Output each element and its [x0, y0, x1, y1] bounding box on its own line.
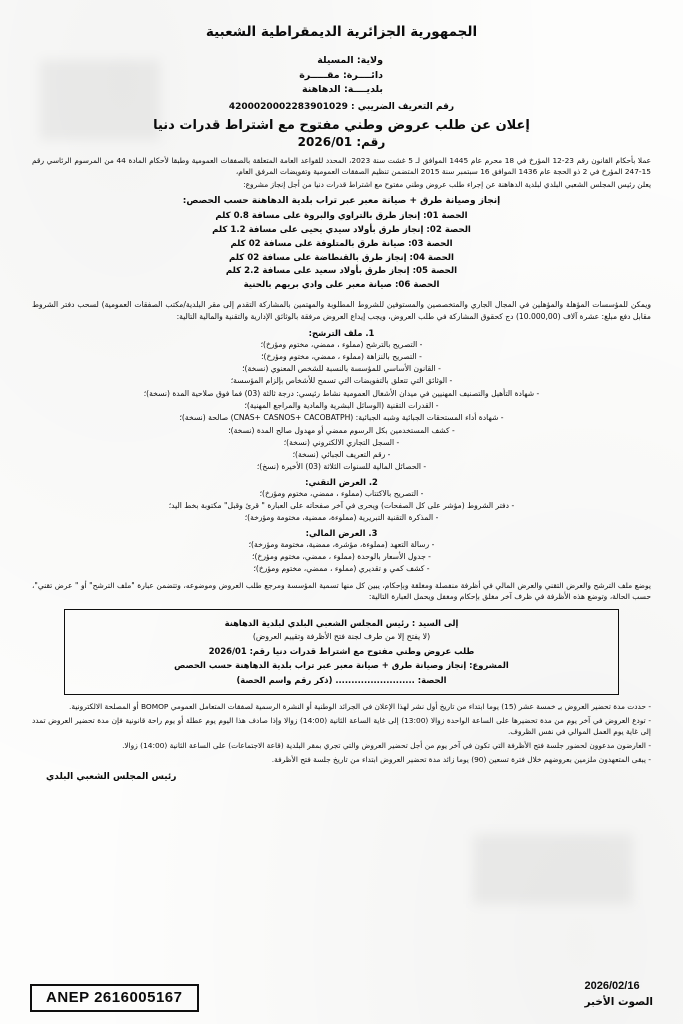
list-item: - شهادة التأهيل والتصنيف المهنيين في ميدان الأشغال العمومية نشاط رئيسي: درجة ثالثة (03) فما فوق صلاحية المدة (نسخة)؛ — [143, 388, 540, 398]
list-item: - الوثائق التي تتعلق بالتفويضات التي تسمح للأشخاص بإلزام المؤسسة؛ — [230, 376, 453, 386]
deadline-note: - حددت مدة تحضير العروض بـِ خمسة عشر (15) يوما ابتداء من تاريخ أول نشر لهذا الإعلان في الجرائد الوطنية أو النشرة الرسمية لصفقات المتعامل العمومي BOMOP أو المصلحة الالكترونية. — [69, 702, 651, 712]
list-item: - التصريح بالنزاهة (مملوء ، ممضي، مختوم ومؤرخ)؛ — [261, 351, 422, 361]
lot-item: الحصة 04: إنجاز طرق بالقنطاضة على مسافة 02 كلم — [229, 252, 454, 263]
announcement-title: إعلان عن طلب عروض وطني مفتوح مع اشتراط قدرات دنيا — [153, 118, 530, 134]
legal-reference-paragraph-2: يعلن رئيس المجلس الشعبي البلدي لبلدية الدهاهنة عن إجراء طلب عروض وطني مفتوح مع اشتراط قدرات دنيا من أجل إنجاز مشروع: — [243, 180, 651, 190]
baladia-line: بلديــــة: الدهاهنة — [301, 84, 383, 96]
deadline-notes — [30, 701, 653, 766]
deadline-note: - العارضون مدعوون لحضور جلسة فتح الأظرفة التي تكون في آخر يوم من أجل تحضير العروض والتي تجري بمقر البلدية (قاعة الاجتماعات) على الساعة الثانية (14:00) زوالا. — [122, 741, 651, 751]
envelope-line-lot: الحصة: ......................... (ذكر رقم واسم الحصة) — [236, 674, 447, 685]
lot-item: الحصة 01: إنجاز طرق بالتراوي والبروة على مسافة 0.8 كلم — [215, 211, 468, 222]
list-item: - التصريح بالاكتتاب (مملوء ، ممضي، مختوم ومؤرخ)؛ — [259, 488, 424, 498]
lot-item: الحصة 05: إنجاز طرق بأولاد سعيد على مسافة 2.2 كلم — [225, 266, 458, 277]
section-technical-offer — [30, 477, 653, 525]
section-title: 2. العرض التقني: — [305, 476, 378, 487]
project-subject: إنجاز وصيانة طرق + صيانة معبر عبر تراب بلدية الدهاهنة حسب الحصص: — [182, 196, 501, 207]
footer-publication — [585, 979, 653, 1010]
list-item: - القانون الأساسي للمؤسسة بالنسبة للشخص المعنوي (نسخة)؛ — [242, 364, 441, 374]
announcement-number: رقم: 2026/01 — [297, 135, 386, 150]
list-item: - القدرات التقنية (الوسائل البشرية والمادية والمراجع المهنية)؛ — [244, 401, 439, 410]
section-title: 3. العرض المالي: — [305, 527, 378, 538]
anep-reference: ANEP 2616005167 — [30, 984, 199, 1012]
document-footer — [30, 979, 653, 1012]
list-item: - رسالة التعهد (مملوءة، مؤشرة، ممضية، مختومة ومؤرخة)؛ — [248, 539, 435, 549]
tax-identification-number: رقم التعريف الضريبي : 4200020002283901029 — [228, 102, 455, 113]
envelope-line-warning: (لا يفتح إلا من طرف لجنة فتح الأظرفة وتقييم العروض) — [252, 632, 431, 642]
lots-list — [30, 210, 653, 293]
list-item: - الحصائل المالية للسنوات الثلاثة (03) الأخيرة (نسخ)؛ — [256, 462, 427, 472]
envelope-line-project: المشروع: إنجاز وصيانة طرق + صيانة معبر عبر تراب بلدية الدهاهنة حسب الحصص — [174, 660, 509, 671]
list-item: - التصريح بالترشح (مملوء ، ممضي، مختوم ومؤرخ)؛ — [260, 339, 423, 349]
envelope-label-box — [64, 609, 619, 695]
signature-line: رئيس المجلس الشعبي البلدي — [46, 771, 177, 782]
document-list — [30, 539, 653, 576]
list-item: - كشف كمي و تقديري (مملوء ، ممضي، مختوم ومؤرخ)؛ — [253, 564, 430, 574]
page-title: الجمهورية الجزائرية الديمقراطية الشعبية — [205, 24, 478, 40]
document-list — [30, 339, 653, 474]
deadline-note: - يبقى المتعهدون ملزمين بعروضهم خلال فترة تسعين (90) يوما زائد مدة تحضير العروض ابتداء من تاريخ جلسة فتح الأظرفة. — [271, 755, 651, 765]
wilaya-line: ولاية: المسيلة — [317, 55, 383, 66]
list-item: - المذكرة التقنية التبريرية (مملوءة، ممضية، مختومة ومؤرخة)؛ — [244, 513, 439, 523]
participation-conditions-paragraph: ويمكن للمؤسسات المؤهلة والمؤهلين في المجال الجاري والمتخصصين والمستوفين للشروط المطلوبة والمهتمين بالمشاركة التقدم إلى مقر البلدية/مكتب الصفقات العمومية) لسحب دفتر الشروط مقابل دفع مبلغ: عشرة آلاف (10.000,00) دج كحقوق المشاركة في طلب العروض، ويجب إيداع العروض مرفقة بالوثائق الإدارية والتقنية والمالية التالية: — [32, 299, 651, 321]
envelope-instructions: يوضع ملف الترشح والعرض التقني والعرض المالي في أظرفة منفصلة ومغلقة وبإحكام، يبين كل منها تسمية المؤسسة ومرجع طلب العروض وموضوعه، وتتضمن عبارة "ملف الترشح" أو " عرض تقني"، حسب الحالة، وتوضع هذه الأظرفة في ظرف آخر مغلق بإحكام ومغفل ويحمل العبارة التالية: — [32, 580, 651, 602]
legal-reference-paragraph-1: عملا بأحكام القانون رقم 23-12 المؤرخ في 18 محرم عام 1445 الموافق لـ 5 غشت سنة 2023، المحدد للقواعد العامة المتعلقة بالصفقات العمومية وطبقا لأحكام المادة 44 من المرسوم الرئاسي رقم 15-247 المؤرخ في 2 ذو الحجة عام 1436 الموافق 16 سبتمبر سنة 2015 المتضمن تنظيم الصفقات العمومية وتفويضات المرفق العام، — [32, 156, 652, 177]
daira-line: دائــــرة: مقـــــرة — [299, 69, 383, 81]
list-item: - كشف المستخدمين بكل الرسوم ممضي أو مهدول صالح المدة (نسخة)؛ — [228, 425, 455, 435]
envelope-line-addressee: إلى السيد : رئيس المجلس الشعبي البلدي لبلدية الدهاهنة — [224, 617, 459, 628]
section-financial-offer — [30, 528, 653, 576]
lot-item: الحصة 02: إنجاز طرق بأولاد سيدي يحيى على مسافة 1.2 كلم — [212, 225, 471, 236]
publication-date: 2026/02/16 — [584, 979, 640, 992]
list-item: - جدول الأسعار بالوحدة (مملوء ، ممضي، مختوم ومؤرخ)؛ — [252, 551, 431, 561]
lot-item: الحصة 06: صيانة معبر على وادي بريهم بالحنية — [243, 280, 440, 291]
deadline-note: - تودع العروض في آخر يوم من مدة تحضيرها على الساعة الواحدة زوالا (13:00) إلى غاية الساعة الثانية (14:00) زوالا وإذا صادف هذا اليوم يوم عطلة أو يوم راحة قانونية فإن مدة تحضير العروض تمدد إلى غاية يوم العمل الموالي في نفس الظروف. — [32, 716, 651, 737]
list-item: - دفتر الشروط (مؤشر على كل الصفحات) ويحرى في آخر صفحاته على العبارة " قرئ وقبل" مكتوبة بخط اليد؛ — [168, 501, 515, 511]
document-list — [30, 488, 653, 525]
lot-item: الحصة 03: صيانة طرق بالمتلوفة على مسافة 02 كلم — [230, 238, 453, 249]
newspaper-name: الصوت الأخبر — [584, 995, 653, 1008]
list-item: - رقم التعريف الجبائي (نسخة)؛ — [292, 450, 391, 460]
list-item: - السجل التجاري الالكتروني (نسخة)؛ — [283, 437, 400, 447]
administrative-header — [30, 54, 383, 98]
list-item: - شهادة أداء المستحقات الجبائية وشبه الجبائية: (CNAS+ CASNOS+ CACOBATPH) صالحة (نسخة)؛ — [179, 413, 504, 423]
envelope-line-tender: طلب عروض وطني مفتوح مع اشتراط قدرات دنيا رقم: 2026/01 — [208, 645, 475, 656]
section-title: 1. ملف الترشح: — [308, 327, 375, 338]
section-candidacy-file — [30, 328, 653, 474]
